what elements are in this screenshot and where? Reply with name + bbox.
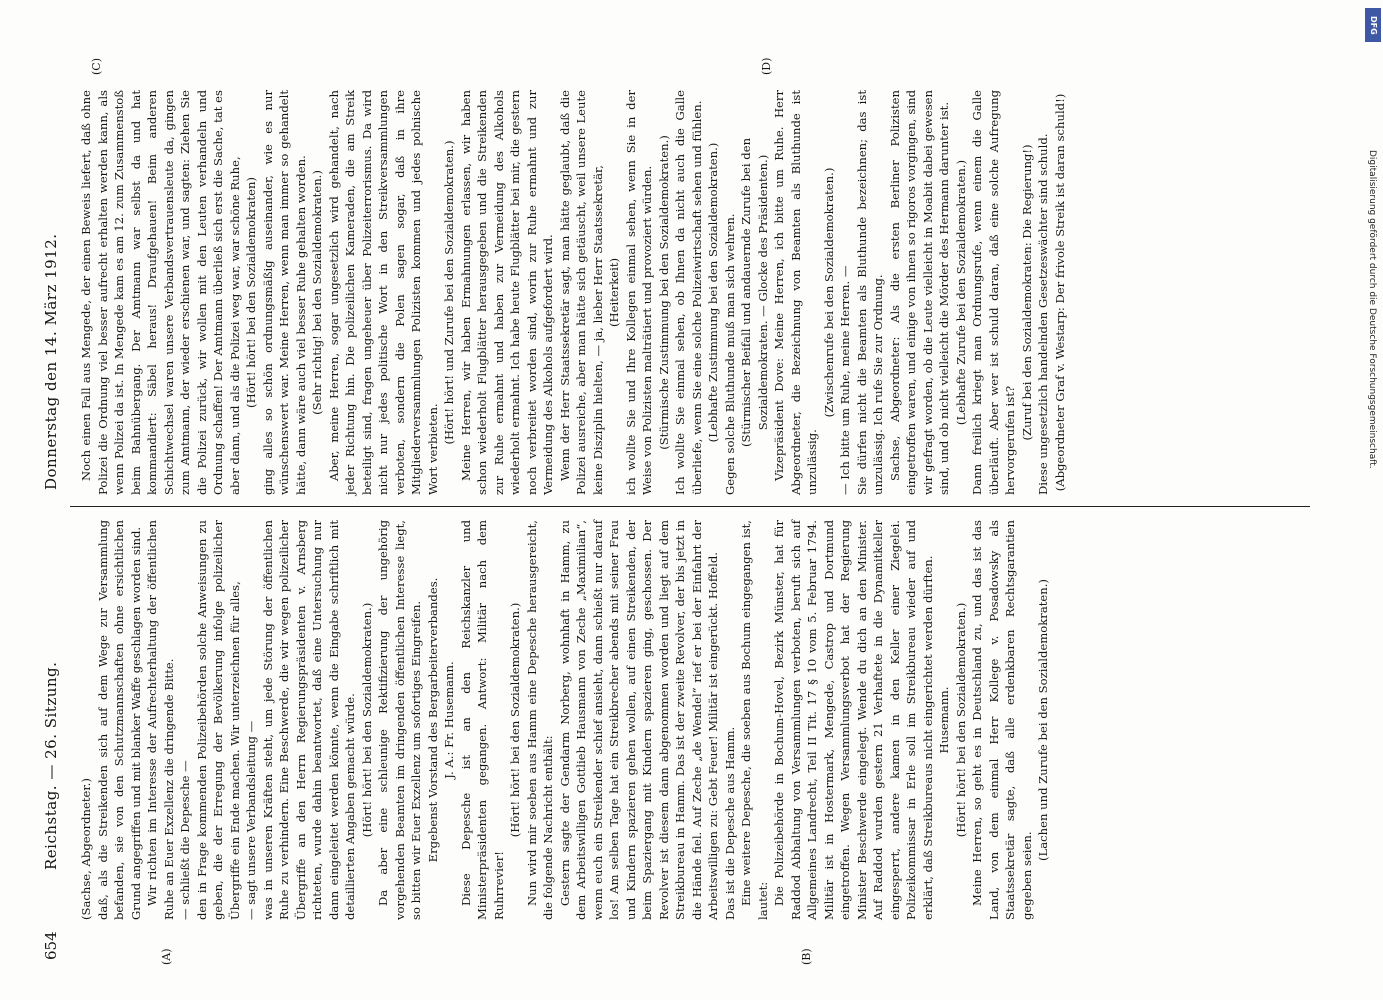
page-number: 654 bbox=[42, 931, 60, 960]
paragraph: Gegen solche Bluthunde muß man sich wehren. bbox=[722, 213, 737, 495]
paragraph: Sie dürfen nicht die Beamten als Bluthunde bezeichnen; das ist unzulässig. Ich rufe Sie zur Ordnung. bbox=[854, 90, 885, 495]
paragraph: den in Frage kommenden Polizeibehörden solche Anweisungen zu geben, die der Erregung der Bevölkerung infolge polizeilicher Übergriffe ein Ende machen. Wir unterzeichnen für alles, bbox=[194, 520, 242, 920]
paragraph: Vizepräsident Dove: Meine Herren, ich bitte um Ruhe. Herr Abgeordneter, die Bezeichnung von Beamten als Bluthunde ist unzulässig. bbox=[772, 90, 819, 495]
paragraph: Meine Herren, so geht es in Deutschland zu, und das ist das Land, von dem einmal Herr Kollege v. Posadowsky als Staatssekretär sagte, daß alle erdenkbaren Rechtsgarantien gegeben seien. bbox=[970, 520, 1034, 920]
margin-mark-a: (A) bbox=[160, 948, 173, 965]
header-left-title: Reichstag. — 26. Sitzung. bbox=[42, 661, 60, 870]
speaker-label: (Sachse, Abgeordneter.) bbox=[79, 778, 93, 920]
stage-direction: (Hört! hört! bei den Sozialdemokraten.) bbox=[359, 602, 374, 838]
paragraph: Eine weitere Depesche, die soeben aus Bochum eingegangen ist, lautet: bbox=[739, 520, 770, 920]
stage-direction: (Lachen und Zurufe bei den Sozialdemokraten.) bbox=[1036, 579, 1050, 861]
signature: Husemann. bbox=[937, 686, 951, 754]
paragraph: Nun wird mir soeben aus Hamm eine Depesche herausgereicht, die folgende Nachricht enthält: bbox=[524, 520, 555, 920]
paragraph: Die Polizeibehörde in Bochum-Hovel, Bezirk Münster, hat für Raddod Abhaltung von Versammlungen verboten, beruft sich auf Allgemeines Landrecht, Teil II Tit. 17 § 10 vom 5. Februar 1794. Militär ist in Hostermark, Mengede, Castrop und Dortmund eingetroffen. Wegen Versammlungsverbot hat der Regierung Minister Beschwerde eingelegt. Wende du dich an den Minister. Auf Raddod wurden gestern 21 Verhaftete in die Dynamitkeller eingesperrt, andere kamen in den Keller einer Ziegelei. Polizeikommissar in Erle soll im Streikbureau wieder auf und erklärt, daß Streikbureaus nicht eingerichtet werden dürften. bbox=[772, 520, 935, 920]
paragraph: Diese Depesche ist an den Reichskanzler und Ministerpräsidenten gegangen. Antwort: Militär nach dem Ruhrrevier! bbox=[458, 520, 506, 920]
stage-direction: (Lebhafte Zurufe bei den Sozialdemokraten.) bbox=[953, 159, 968, 426]
margin-mark-b: (B) bbox=[800, 948, 813, 965]
paragraph: ging alles so schön ordnungsmäßig auseinander, wie es nur wünschenswert war. Meine Herren, wenn man immer so gehandelt hätte, dann wäre auch viel besser Ruhe gehalten worden. bbox=[260, 90, 308, 495]
paragraph: Noch einen Fall aus Mengede, der einen Beweis liefert, daß ohne Polizei die Ordnung viel besser aufrecht erhalten werden kann, als wenn Polizei da ist. In Mengede kam es am 12. zum Zusammenstoß beim Bahnübergang. Der Amtmann war selbst da und hat kommandiert: Säbel heraus! Draufgehauen! Beim anderen Schichtwechsel waren unsere Verbandsvertrauensleute da, gingen zum Amtmann, der wieder erschienen war, und sagten: Ziehen Sie die Polizei zurück, wir wollen mit den Leuten verhandeln und Ordnung schaffen! Der Amtmann überließ sich erst die Sache, tat es aber dann, und als die Polizei weg war, war schöne Ruhe, bbox=[79, 90, 242, 495]
stage-direction: (Hört! hört! und Zurufe bei den Sozialdemokraten.) bbox=[442, 140, 456, 445]
paragraph: daß, als die Streikenden sich auf dem Wege zur Versammlung befanden, sie von den Schutzmannschaften ohne ersichtlichen Grund angegriffen und mit blanker Waffe geschlagen worden sind. bbox=[95, 520, 143, 920]
column-divider bbox=[70, 506, 1310, 507]
stage-direction: (Sehr richtig! bei den Sozialdemokraten.) bbox=[310, 170, 324, 415]
paragraph: Wir richten im Interesse der Aufrechterhaltung der öffentlichen Ruhe an Euer Exzellenz die dringende Bitte. bbox=[145, 520, 176, 920]
stage-direction: (Zuruf bei den Sozialdemokraten: Die Regierung!) bbox=[1019, 144, 1034, 441]
paragraph: Gestern sagte der Gendarm Norberg, wohnhaft in Hamm, zu dem Arbeitswilligen Gottlieb Hausmann von Zeche „Maximilian“, wenn euch ein Streikender schief ansieht, dann schießt nur darauf los! Am selben Tage hat ein Streikbrecher abends mit seiner Frau und Kindern spazieren gehen wollen, auf einen Streikenden, der beim Spaziergang mit Kindern spazieren ging, geschossen. Der Revolver ist diesem dann abgenommen worden und liegt auf dem Streikbureau in Hamm. Das ist der zweite Revolver, der bis jetzt in die Hände fiel. Auf Zeche „de Wendel“ rief er bei der Einfahrt der Arbeitswilligen zu: Gebt Feuer! Militär ist eingerückt. Hoffeld. bbox=[557, 520, 720, 920]
paragraph: Meine Herren, wir haben Ermahnungen erlassen, wir haben schon wiederholt Flugblätter herausgegeben und die Streikenden zur Ruhe ermahnt und haben zur Vermeidung des Alkohols wiederholt ermahnt. Ich habe heute Flugblätter bei mir, die gestern noch verbreitet worden sind, worin zur Ruhe ermahnt und zur Vermeidung des Alkohols aufgefordert wird. bbox=[458, 90, 555, 495]
credit-text: Digitalisierung gefördert durch die Deutsche Forschungsgemeinschaft. bbox=[1367, 150, 1377, 469]
signature: Ergebenst Vorstand des Bergarbeiterverbandes. bbox=[425, 577, 440, 863]
dfg-logo: DFG bbox=[1365, 8, 1381, 42]
paragraph: Dann freilich kriegt man Ordnungsrufe, wenn einem die Galle überläuft. Aber wer ist schuld daran, daß eine solche Aufregung hervorgerufen ist? bbox=[970, 90, 1017, 495]
paragraph: — Ich bitte um Ruhe, meine Herren. — bbox=[838, 265, 852, 495]
stage-direction: (Hört! hört! bei den Sozialdemokraten.) bbox=[508, 602, 522, 838]
margin-mark-d: (D) bbox=[760, 57, 773, 75]
paragraph: was in unseren Kräften steht, um jede Störung der öffentlichen Ruhe zu verhindern. Eine Beschwerde, die wir wegen polizeilicher Übergriffe an den Herrn Regierungspräsidenten v. Arnsberg richteten, wurde dahin beantwortet, daß eine Untersuchung nur dann eingeleitet werden könnte, wenn die Eingabe schriftlich mit detaillierten Angaben gemacht würde. bbox=[260, 520, 357, 920]
stage-direction: (Heiterkeit) bbox=[607, 257, 621, 328]
paragraph: ich wollte Sie und Ihre Kollegen einmal sehen, wenn Sie in der Weise von Polizisten malträtiert und provoziert würden. bbox=[623, 90, 654, 495]
right-column bbox=[78, 90, 1068, 495]
paragraph: Da aber eine schleunige Rektifizierung der ungehörig vorgehenden Beamten im dringenden öffentlichen Interesse liegt, so bitten wir Euer Exzellenz um sofortiges Eingreifen. bbox=[376, 520, 423, 920]
paragraph: Aber, meine Herren, sogar ungesetzlich wird gehandelt, nach jeder Richtung hin. Die polizeilichen Kameraden, die am Streik beteiligt sind, fragen ungeheuer über Polizeiterrorismus. Da wird nicht nur jedes politische Wort in den Streikversammlungen verboten, sondern die Polen sagen sogar, daß in ihre Mitgliederversammlungen Polizisten kommen und jedes polnische Wort verbieten. bbox=[326, 90, 440, 495]
paragraph: Das ist die Depesche aus Hamm. bbox=[722, 726, 737, 920]
interjection: — sagt unsere Verbandsleitung — bbox=[244, 720, 258, 920]
paragraph: Wenn der Herr Staatssekretär sagt, man hätte geglaubt, daß die Polizei ausreiche, aber man hätte sich getäuscht, weil unsere Leute keine Disziplin hielten, — ja, lieber Herr Staatssekretär, bbox=[557, 90, 605, 495]
stage-direction: (Abgeordneter Graf v. Westarp: Der frivole Streik ist daran schuld!) bbox=[1052, 93, 1067, 492]
header-right-title: Donnerstag den 14. März 1912. bbox=[42, 233, 60, 490]
running-header bbox=[42, 40, 66, 960]
signature: J. A.: Fr. Husemann. bbox=[442, 661, 456, 779]
interjection: — schließt die Depesche — bbox=[178, 760, 192, 920]
stage-direction: (Stürmische Zustimmung bei den Sozialdemokraten.) bbox=[656, 135, 671, 450]
stage-direction: (Stürmischer Beifall und andauernde Zurufe bei den Sozialdemokraten. — Glocke des Präsidenten.) bbox=[739, 137, 770, 448]
stage-direction: (Hört! hört! bei den Sozialdemokraten.) bbox=[953, 602, 968, 838]
paragraph: Ich wollte Sie einmal sehen, ob Ihnen da nicht auch die Galle überliefe, wenn Sie eine solche Polizeiwirtschaft sehen und fühlen. bbox=[673, 90, 704, 495]
paragraph: Sachse, Abgeordneter: Als die ersten Berliner Polizisten eingetroffen waren, und einige von ihnen so rigoros vorgingen, sind wir gefragt worden, ob die Leute vielleicht in Moabit dabei gewesen sind, und ob nicht vielleicht die Mörder des Hermann darunter ist. bbox=[887, 90, 951, 495]
left-column bbox=[78, 520, 1052, 920]
stage-direction: (Zwischenrufe bei den Sozialdemokraten.) bbox=[821, 167, 836, 418]
paragraph: Diese ungesetzlich handelnden Gesetzeswächter sind schuld. bbox=[1036, 133, 1050, 495]
margin-mark-c: (C) bbox=[90, 58, 103, 75]
stage-direction: (Hört! hört! bei den Sozialdemokraten) bbox=[244, 177, 258, 408]
stage-direction: (Lebhafte Zustimmung bei den Sozialdemokraten.) bbox=[706, 142, 720, 443]
